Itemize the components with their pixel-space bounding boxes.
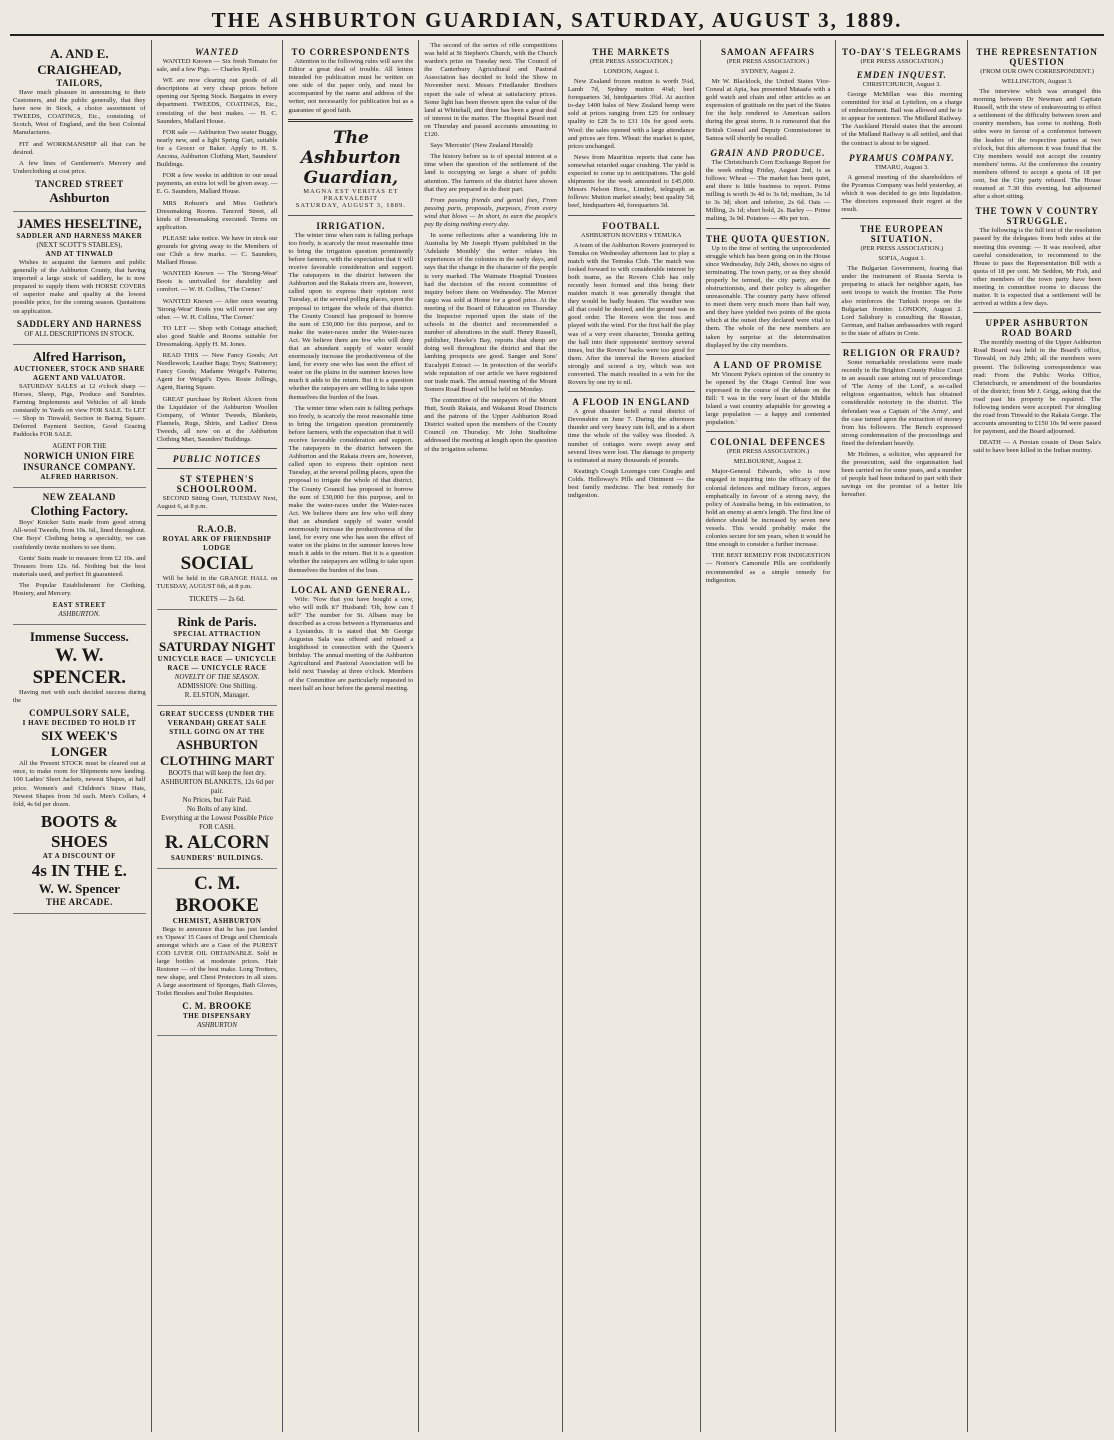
ad-heseltine [13, 212, 146, 345]
divider [706, 354, 831, 355]
telegrams-source: (PER PRESS ASSOCIATION.) [860, 58, 944, 65]
death-notice: DEATH — A Persian cousin of Dean Sala's said to have been killed in the Indian mutiny. [973, 439, 1101, 455]
ad-spencer-body2: All the Present STOCK must be cleared out at once, to make room for Shipments now landing. 100 Ladies' Short Jackets, newest Shapes, at half price. Women's and Children's Straw Hats, Newest Shapes from 3d each. Men's Collars, 4 fold, 4s 6d per dozen. [13, 760, 146, 808]
brooke-sign: C. M. BROOKE [182, 1001, 252, 1012]
alcorn-name: R. ALCORN [164, 831, 270, 853]
ad-heseltine-saddlery: SADDLERY AND HARNESS [16, 318, 142, 329]
public-notices-heading: PUBLIC NOTICES [172, 454, 262, 465]
says-body: The history before us is of special interest at a time when the question of the settlement of the land is occupying so large a share of public attention. The farmers of the district have shown that they are prepared to do their part. [424, 153, 557, 193]
notice-5: PLEASE take notice. We have in stock our grounds for giving away to the Members of our Club a few marks. — C. Saunders, Mallard House. [156, 234, 278, 267]
notice-4: MRS Robson's and Miss Guthrie's Dressmaking Rooms. Tancred Street, all kinds of Dressmaking executed. Terms on application. [156, 199, 278, 231]
notice-10: GREAT purchase by Robert Alcorn from the Liquidator of the Ashburton Woollen Company, of Winter Tweeds, Blankets, Flannels, Rugs, Shirts, and Ladies' Dress Tweeds, all now on at the Ashburton Clothing Mart, Saunders' Buildings. [156, 395, 278, 444]
ad-social [157, 520, 278, 609]
telegrams-heading: TO-DAY'S TELEGRAMS [842, 47, 962, 57]
football-body: A team of the Ashburton Rovers journeyed to Temuka on Wednesday afternoon last to play a match with the Temuka Club. The match was looked forward to with considerable interest by both teams, as the Rovers Club has only recently been formed and this being their maiden match it was generally thought that they would be badly beaten. The weather was all that could be desired, and the ground was in good order. The Rovers won the toss and played with the wind. For the first half the play was of a very even character, Temuka getting the ball into their opponents' territory several times, but the Rovers' backs were too good for them. After the interval the Rovers attacked strongly and scored a try, which was not converted. The match resulted in a win for the Rovers by one try to nil. [567, 241, 695, 387]
european-body: The Bulgarian Government, fearing that under the instrument of Russia Servia is preparing to attack her neighbor again, has sent troops to watch the frontier. The Porte also reinforces the Turkish troops on the Bulgarian frontier. LONDON, August 2. Lord Salisbury is consulting the Russian, German, and Italian ambassadors with regard to the state of affairs in Crete. [841, 265, 963, 337]
page-columns [8, 40, 1106, 1432]
flood-body: A great disaster befell a rural district of Devonshire on June 7. During the afternoon thunder and very heavy rain fell, and in a short time the whole of the valley was flooded. A number of cottages were swept away and several lives were lost. The damage to property is estimated at many thousands of pounds. [567, 408, 695, 464]
religion-body-2: Mr Holmes, a solicitor, who appeared for the prosecution, said the organisation had been carried on for some years, and a number of people had been induced to part with their savings on the promise of a better life hereafter. [841, 451, 963, 499]
ad-clothing-factory [13, 488, 146, 625]
samoan-heading: SAMOAN AFFAIRS [720, 47, 816, 57]
pyramus-dateline: TIMARU, August 3. [874, 163, 929, 171]
flood-heading: A FLOOD IN ENGLAND [572, 397, 691, 408]
column-7 [836, 40, 968, 1432]
divider [568, 391, 695, 392]
representation-source: (FROM OUR OWN CORRESPONDENT.) [980, 68, 1094, 75]
ad-heseltine-stock: OF ALL DESCRIPTIONS IN STOCK. [24, 329, 135, 338]
representation-heading: THE REPRESENTATION QUESTION [976, 47, 1098, 67]
ad-clothing-street: EAST STREET [52, 601, 106, 610]
wanted-heading: WANTED [195, 47, 239, 57]
ad-harrison-sign: ALFRED HARRISON. [40, 473, 119, 482]
irrigation-body-2: The winter time when rain is falling perhaps too freely, is scarcely the most reasonable time to bring the irrigation question prominently before farmers, with the expectation that it will receive favorable consideration and support. The ratepayers in the district between the Ashburton and the Rakaia rivers are, however, called upon to express their opinion next Tuesday, at the several polling places, upon the proposal to irrigate the whole of that district. The County Council has proposed to borrow the sum of £30,000 for this purpose, and to make the water-races under the Water-races Act. We believe there are few who will deny that an abundant supply of water would enormously increase the productiveness of the land, for every one who has seen the effect of water on the plains in the summer knows how much it adds to the return. But it is a question whether the ratepayers are willing to take upon themselves the burden of the loan. [288, 404, 414, 574]
brooke-name: C. M. BROOKE [175, 872, 259, 916]
divider [157, 515, 278, 516]
second-sitting: SECOND Sitting Court, TUESDAY Next, August 6, at 8 p.m. [156, 495, 278, 511]
alcorn-address: SAUNDERS' BUILDINGS. [170, 853, 264, 862]
great-success: GREAT SUCCESS (UNDER THE VERANDAH) GREAT SALE STILL GOING ON AT THE [159, 709, 275, 736]
ad-craighead-fit: FIT and WORKMANSHIP all that can be desired. [13, 140, 146, 156]
ad-craighead-gents: A few lines of Gentlemen's Mercery and Underclothing at cost price. [13, 159, 146, 175]
ad-clothing-body2: Gents' Suits made to measure from £2 10s. and Trousers from 12s. 6d. Nothing but the best materials used, and perfect fit guaranteed. [13, 554, 146, 578]
grain-heading: GRAIN AND PRODUCE. [710, 147, 826, 158]
notice-8: TO LET — Shop with Cottage attached; also good Stable and Rooms suitable for Dressmaking. Apply H. M. Jones. [156, 324, 278, 348]
upper-board-body: The monthly meeting of the Upper Ashburton Road Board was held in the Board's office, Tinwald, on July 29th; all the members were present. The following correspondence was read: From the Public Works Office, Christchurch, re amendment of the boundaries of the district; from Mr J. Grigg, asking that the road past his property be repaired. The following tenders were accepted: For shingling the road from Tinwald to the Rakaia Gorge. The accounts amounting to £150 10s 9d were passed for payment, and the Board adjourned. [973, 339, 1101, 436]
column-8 [968, 40, 1106, 1432]
ad-clothing-popular: The Popular Establishment for Clothing, Hosiery, and Mercery. [13, 581, 146, 597]
ad-harrison [13, 345, 146, 489]
ad-clothing-body: Boys' Knicker Suits made from good strong All-wool Tweeds, from 10s. 6d., lined throughout. Our Boys' Clothing being a speciality, we can confidently invite mothers to see them. [13, 519, 146, 551]
defences-source: (PER PRESS ASSOCIATION.) [726, 448, 810, 456]
representation-body: The interview which was arranged this morning between Dr Newman and Captain Russell, with the view of endeavouring to effect a settlement of the difficulty between town and country members, has come to nothing. Both sides were in favour of a conference between the leaders of the respective parties at two o'clock, but this afternoon it was found that the City members would not accept the country members' terms. At the conference the country members offered to accept a quota of 18 per cent, but the City party refused. The House resumed at 7.30 this evening, but adjourned after a short sitting. [973, 88, 1101, 201]
correspondents-body: Attention to the following rules will save the Editor a great deal of trouble. All letters intended for publication must be written on one side of the paper only, and must be accompanied by the name and address of the writer, not necessarily for publication but as a guarantee of good faith. [288, 58, 414, 114]
markets-heading: THE MARKETS [592, 47, 671, 57]
ad-alcorn [157, 706, 278, 869]
divider [841, 218, 962, 219]
clothing-mart: ASHBURTON CLOTHING MART [160, 736, 275, 768]
ad-craighead-town: Ashburton [49, 189, 110, 205]
verse: From passing friends and genial foes, From passing parts, proposals, purposes, From every wind that blows — In short, to earn the people's pay By doing nothing every day. [424, 196, 557, 228]
emden-heading: EMDEN INQUEST. [856, 70, 947, 80]
ad-spencer-body: Having met with such decided success during the [13, 689, 146, 705]
ad-heseltine-name: JAMES HESELTINE, [17, 215, 142, 231]
ad-harrison-agent: AGENT FOR THE [52, 442, 107, 451]
representation-dateline: WELLINGTON, August 3. [1001, 78, 1073, 85]
notice-1: WE are now clearing out goods of all descriptions at very cheap prices before opening our Spring Stock. Bargains in every department. TWEEDS, COATINGS, Etc., consisting of the best makes. — H. C. Saunders, Mallard House. [156, 77, 278, 125]
rink-saturday: SATURDAY NIGHT [158, 638, 276, 654]
divider [157, 448, 278, 449]
markets-dateline: LONDON, August 1. [603, 68, 660, 75]
dispensary: THE DISPENSARY [183, 1012, 252, 1021]
ad-heseltine-place: AND AT TINWALD [45, 249, 114, 258]
divider [288, 119, 413, 122]
column-2 [152, 40, 284, 1432]
divider [288, 579, 413, 580]
ad-spencer-discount: AT A DISCOUNT OF [42, 851, 116, 860]
ad-clothing-town: ASHBURTON. [58, 610, 101, 619]
ad-craighead [13, 42, 146, 212]
emden-dateline: CHRISTCHURCH, August 3. [862, 81, 942, 88]
rink-novelty: NOVELTY OF THE SEASON. [174, 672, 260, 681]
editorial-paper-name: The Ashburton Guardian, [300, 127, 401, 188]
ad-spencer-head: Immense Success. [29, 629, 129, 645]
quota-heading: THE QUOTA QUESTION. [705, 233, 831, 244]
promise-heading: A LAND OF PROMISE [713, 359, 823, 370]
pyramus-body: A general meeting of the shareholders of the Pyramus Company was held yesterday, at which it was decided to go into liquidation. The directors expressed their regret at the result. [841, 173, 963, 214]
ad-spencer [13, 625, 146, 914]
ad-heseltine-body: Wishes to acquaint the farmers and public generally of the Ashburton County, that having imported a large stock of saddlery, he is now prepared to supply them with HORSE COVERS of superior make and quality at the lowest possible price, for the coming season. Quotations on application. [13, 258, 146, 315]
notice-7: WANTED Known — After once wearing 'Strong-Wear' Boots you will never use any other. — W. H. Collins, 'The Corner.' [156, 297, 278, 321]
editorial-masthead [288, 128, 413, 209]
local-general-heading: LOCAL AND GENERAL. [290, 584, 411, 595]
no-prices: No Prices, but Fair Paid. [182, 795, 252, 804]
masthead [10, 6, 1104, 36]
rink-special: SPECIAL ATTRACTION [173, 629, 261, 638]
schoolroom-heading: ST STEPHEN'S SCHOOLROOM. [176, 474, 258, 495]
european-source: (PER PRESS ASSOCIATION.) [860, 245, 944, 253]
ad-spencer-sign: W. W. Spencer [38, 880, 120, 896]
quota-body: Up to the time of writing the unprecedented struggle which has been going on in the House since Wednesday, July 24th, shows no signs of terminating. The town party, or as they should properly be termed, the city party, are the obstructionists, and their policy is altogether unreasonable. The country party have offered to meet them very much more than half way, and they have yielded two points of the quota which at the outset they declared were vital to them. The whole of the new members are taken by surprise at the determination displayed by the city members. [705, 244, 831, 349]
correspondents-heading: TO CORRESPONDENTS [291, 47, 411, 57]
ad-craighead-name: A. AND E. CRAIGHEAD, [37, 46, 122, 77]
wanted-notice: WANTED Known — Six fresh Tomato for sale, and a few Pigs. — Charles Ryell. [156, 58, 278, 74]
ad-heseltine-trade: SADDLER AND HARNESS MAKER [16, 231, 143, 240]
defences-body: Major-General Edwards, who is now engaged in inquiring into the efficacy of the colonial defences and military forces, argues emphatically in favour of a strong navy, the policy of Australia being, in his estimation, to hold an enemy at arm's length. The first line of defence should be increased by seven new vessels. This would probably make the colonies secure for ten years, when it would be time enough to consider a further increase. [705, 468, 831, 549]
ad-clothing-trade: Clothing Factory. [30, 503, 129, 519]
divider [288, 215, 413, 216]
defences-heading: COLONIAL DEFENCES [710, 437, 826, 448]
divider [568, 215, 695, 216]
ad-rink [157, 610, 278, 706]
rink-name: Rink de Paris. [177, 613, 257, 629]
religion-heading: RELIGION OR FRAUD? [842, 347, 961, 358]
ad-clothing-name: NEW ZEALAND [42, 492, 116, 503]
ad-harrison-trade: AUCTIONEER, STOCK AND SHARE AGENT AND VALUATOR. [13, 364, 145, 382]
boots-kept: BOOTS that will keep the feet dry. [168, 768, 266, 777]
football-subheading: ASHBURTON ROVERS v TEMUKA [580, 231, 682, 239]
everything: Everything at the Lowest Possible Price FOR CASH. [161, 813, 273, 831]
irrigation-body: The winter time when rain is falling perhaps too freely, is scarcely the most reasonable time to bring the irrigation question prominently before farmers, with the expectation that it will receive favorable consideration and support. The ratepayers in the district between the Ashburton and the Rakaia rivers are, however, called upon to express their opinion next Tuesday, at the several polling places, upon the proposal to irrigate the whole of that district. The County Council has proposed to borrow the sum of £30,000 for this purpose, and to make the water-races under the Water-races Act. We believe there are few who will deny that an abundant supply of water would enormously increase the productiveness of the land, for every one who has seen the effect of water on the plains in the summer knows how much it adds to the return. But it is a question whether the ratepayers are willing to take upon themselves the burden of the loan. [288, 231, 414, 401]
notice-9: READ THIS — New Fancy Goods; Art Needlework; Leather Bags; Toys; Stationery; Fancy Goods; Madame Weigel's Patterns; Agent for Weigel's Dyes. Rosie Jollings, Agent, Baring Square. [156, 352, 278, 392]
raob-heading: R.A.O.B. [197, 524, 237, 535]
grain-body: The Christchurch Corn Exchange Report for the week ending Friday, August 2nd, is as follows: Wheat — The market has been quiet, and there is little business to report. Prime milling is worth 3s 4d to 3s 6d; medium, 3s 1d to 3s 3d; short and inferior, 2s 6d. Oats — Milling, 2s 1d; short bold, 2s. Barley — Prime malting, 3s 9d. Potatoes — 40s per ton. [705, 158, 831, 223]
ad-craighead-trade: TAILORS, [56, 78, 103, 88]
struggle-body: The following is the full text of the resolution passed by the delegates from both sides at the meeting this evening: — It was resolved, after careful consideration, to recommend to the House to pass the Representation Bill with a quota of 18 per cent. Mr Seddon, Mr Fish, and other members of the town party have been meeting in committee rooms to discuss the matter. It is expected that a settlement will be arrived at within a few days. [973, 227, 1101, 308]
ad-brooke [157, 869, 278, 1037]
rink-races: UNICYCLE RACE — UNICYCLE RACE — UNICYCLE RACE [157, 654, 277, 672]
irrigation-heading: IRRIGATION. [316, 220, 386, 231]
ad-spencer-sale: COMPULSORY SALE, [29, 708, 130, 719]
remedy-notice: THE BEST REMEDY FOR INDIGESTION — Norton's Camomile Pills are confidently recommended as a simple remedy for indigestion. [705, 552, 831, 584]
local-general-body: Wife: 'Now that you have bought a cow, who will milk it?' Husband: 'Oh, how can I tell?' The number for St. Albans may be described as a cross between a Hymenaeus and a Lysiandus. It is stated that Mr George Augustus Sala was offered and refused a knighthood in connection with the Queen's birthday. The annual meeting of the Ashburton Agricultural and Pastoral Association will be held next Tuesday at three o'clock. Members of the Committee are particularly requested to meet half an hour before the general meeting. [288, 595, 414, 692]
emden-body: George McMillan was this morning committed for trial at Lyttelton, on a charge of embezzlement. Bail was allowed and he is to appear for sentence. The Midland Railway. The Auckland Herald states that the amount of the Midland Railway is all settled, and that the contract is about to be signed. [841, 91, 963, 147]
markets-body-2: News from Mauritius reports that cane has somewhat retarded sugar crushing. The yield is expected to come up to anticipations. The gold shipments for the week amounted to £45,000. Messrs Nelson Bros., Limited, telegraph as follows: Mutton market steady; best quality 5d; beef, hindquarters 4d, forequarters 3d. [567, 153, 695, 210]
local-news-body-3: In some reflections after a wandering life in Australia by Mr Joseph Hyam published in the 'Adelaide Monthly' the writer relates his experiences of the colonies in the early days, and says that the change in the character of the people is very marked. The Waimate Hospital Trustees had the decision of the recent committee of inquiry before them on Wednesday. The Mercer cargo was sold at Home for a good price. At the meeting of the Board of Education on Thursday the Inspector reported upon the state of the schools in the district and recommended a number of alterations in the staff. Henry Russell, publisher, Hawke's Bay, reports that sheep are doing well throughout the district and that the lambing prospects are good. Sanger and Sons' Eucalypti Extract — In protection of the world's wide reputation of our article we have registered our trade mark. The annual meeting of the Mount Somers Road Board will be held on Monday. [424, 232, 557, 393]
rink-admission: ADMISSION: One Shilling. [177, 681, 258, 690]
european-heading: THE EUROPEAN SITUATION. [859, 224, 944, 245]
editorial-motto: MAGNA EST VERITAS ET PRAEVALEBIT [303, 187, 399, 202]
notice-2: FOR sale — Ashburton Two seater Buggy, nearly new, and a light Spring Cart, suitable for a Grocer or Baker. Apply to H. S. Ancona, Ashburton Clothing Mart, Saunders' Buildings. [156, 128, 278, 169]
divider [973, 312, 1101, 313]
brooke-body: Begs to announce that he has just landed ex 'Opawa' 15 Cases of Drugs and Chemicals amongst which are a Case of the PUREST COD LIVER OIL OBTAINABLE. Sold in large bottles at moderate prices. Hair Restorer — of the best make. Long Trotters, new shape, and Chest Protectors in all sizes. A large assortment of Sponges, Bath Gloves, Toilet Brushes and Toilet Requisites. [156, 925, 278, 998]
religion-body: Some remarkable revelations were made recently in the Brighton County Police Court in an assault case arising out of proceedings of 'The Army of the Lord', a so-called religious organisation, which has obtained considerable notoriety in the district. The defendant was a Captain of 'the Army', and the case turned upon the extraction of money from his followers. The Bench expressed strong condemnation of the proceedings and fined the defendant heavily. [841, 358, 963, 447]
column-4 [419, 40, 563, 1432]
blankets: ASHBURTON BLANKETS, 12s 6d per pair. [160, 777, 274, 795]
column-5 [563, 40, 701, 1432]
says-heading: Says 'Mercutio' (New Zealand Herald): [430, 142, 534, 150]
notice-3: FOR a few weeks in addition to our usual payments, an extra lot will be given away. — E. G. Saunders, Mallard House. [156, 172, 278, 196]
social-heading: SOCIAL [180, 553, 254, 575]
local-news-body: The second of the series of rifle competitions was held at St Stephen's Church, with the Church warden's prize on Tuesday next. The Council of the Canterbury Agricultural and Pastoral Association has decided to hold the Show in November next. Messrs Friedlander Brothers report the sale of wheat at satisfactory prices. Some light has been thrown upon the value of the land at Whitehall, and there has been a great deal of interest in the matter. The Hospital Board met on Thursday and passed accounts amounting to £120. [424, 42, 557, 139]
divider [706, 431, 831, 432]
social-body: Will be held in the GRANGE HALL on TUESDAY, AUGUST 6th, at 8 p.m. [156, 575, 278, 591]
defences-dateline: MELBOURNE, August 2. [733, 458, 803, 466]
pyramus-heading: PYRAMUS COMPANY. [848, 152, 955, 163]
column-1 [8, 40, 152, 1432]
struggle-heading: THE TOWN V COUNTRY STRUGGLE. [975, 206, 1099, 227]
editorial-date: SATURDAY, AUGUST 3, 1889. [295, 201, 406, 209]
ad-spencer-arcade: THE ARCADE. [45, 896, 113, 907]
upper-board-heading: UPPER ASHBURTON ROAD BOARD [985, 318, 1089, 339]
divider [706, 228, 831, 229]
column-3 [283, 40, 419, 1432]
divider [841, 342, 962, 343]
ad-harrison-company: NORWICH UNION FIRE INSURANCE COMPANY. [23, 451, 136, 473]
ad-spencer-longer: SIX WEEK'S LONGER [41, 728, 118, 760]
european-dateline: SOFIA, August 1. [878, 255, 926, 263]
ad-craighead-street: TANCRED STREET [35, 178, 124, 189]
ad-heseltine-street: (NEXT SCOTT'S STABLES), [36, 240, 123, 249]
ad-spencer-name: W. W. SPENCER. [32, 645, 127, 689]
newspaper-title: THE ASHBURTON GUARDIAN, SATURDAY, AUGUST 3, 1889. [211, 8, 903, 32]
ad-craighead-body: Have much pleasure in announcing to their Customers, and the public generally, that they have now in Stock, a choice assortment of TWEEDS, COATINGS, Etc., consisting of Scotch, West of England, and the best Colonial Manufactures. [13, 89, 146, 137]
local-news-body-4: The committee of the ratepayers of the Mount Hutt, South Rakaia, and Wakanui Road Districts and the patrons of the Upper Ashburton Road District waited upon the members of the County Council on Thursday. Mr John Studholme addressed the meeting at length upon the question of the irrigation scheme. [424, 396, 557, 453]
samoan-dateline: SYDNEY, August 2. [741, 68, 795, 75]
ad-spencer-pound: 4s IN THE £. [31, 860, 127, 880]
ad-spencer-boots: BOOTS & SHOES [40, 811, 118, 851]
no-bolts: No Bolts of any kind. [186, 804, 248, 813]
markets-body: New Zealand frozen mutton is worth 5¼d, Lamb 7d, Sydney mutton 4¼d; beef forequarters 3d, hindquarters 3¾d. At auction to-day 1400 bales of New Zealand hemp were sold at prices ranging from £25 for ordinary quality to £28 5s to £31 10s for good sorts. Wool: the sales opened with a large attendance and prices are firm. Wheat: the market is quiet, prices unchanged. [567, 78, 695, 150]
samoan-source: (PER PRESS ASSOCIATION.) [726, 58, 810, 65]
flood-body-2: Keating's Cough Lozenges cure Coughs and Colds. Holloway's Pills and Ointment — the best family medicine. The best remedy for indigestion. [567, 467, 695, 500]
football-heading: FOOTBALL [602, 220, 661, 231]
ad-harrison-name: Alfred Harrison, [32, 348, 126, 364]
samoan-body: Mr W. Blacklock, the United States Vice-Consul at Apia, has presented Mataafa with a gold watch and chain and other articles as an expression of gratitude on the part of the States for the help rendered to American sailors during the great storm. It is rumoured that the British Consul and Deputy Commissioner in Samoa will shortly be recalled. [705, 78, 831, 142]
rink-manager: R. ELSTON, Manager. [184, 690, 250, 699]
dispensary-town: ASHBURTON [197, 1021, 238, 1030]
ad-harrison-body: SATURDAY SALES at 12 o'clock sharp — Horses, Sheep, Pigs, Produce and Sundries. Farming Implements and Vehicles of all kinds constantly in Yards on view FOR SALE. To LET — Shop in Tinwald; Section in Baring Square. Deferred Payment Section, Good Grazing Paddocks FOR SALE. [13, 382, 146, 439]
notice-6: WANTED Known — The 'Strong-Wear' Boots is unrivalled for durability and comfort. — W. H. Collins, 'The Corner.' [156, 270, 278, 294]
brooke-trade: CHEMIST, ASHBURTON [172, 916, 262, 925]
ad-spencer-decided: I HAVE DECIDED TO HOLD IT [22, 719, 137, 728]
markets-source: (PER PRESS ASSOCIATION.) [589, 58, 673, 65]
column-6 [701, 40, 837, 1432]
tickets: TICKETS — 2s 6d. [189, 594, 246, 603]
promise-body: Mr Vincent Pyke's opinion of the country to be opened by the Otago Central line was expressed in the course of the debate on the Bill: 'I was in the very heart of the Middle Island a vast country adaptable for growing a large population — a happy and contented population.' [705, 370, 831, 427]
divider [157, 468, 278, 469]
lodge-name: ROYAL ARK OF FRIENDSHIP LODGE [162, 535, 272, 553]
